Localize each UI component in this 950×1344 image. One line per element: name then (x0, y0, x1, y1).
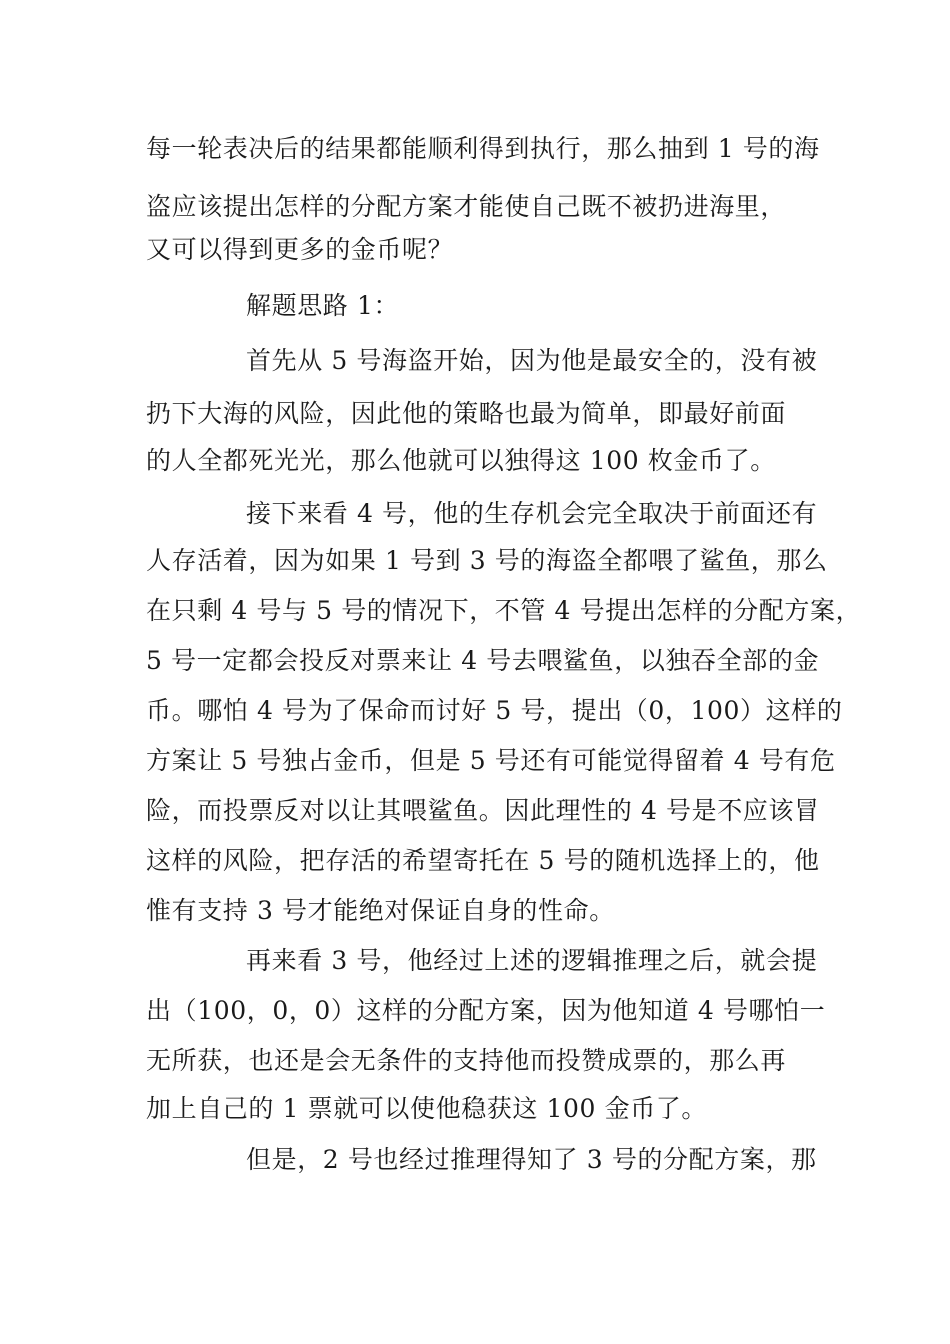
text-line: 首先从 5 号海盗开始，因为他是最安全的，没有被 (246, 346, 818, 375)
text-line: 扔下大海的风险，因此他的策略也最为简单，即最好前面 (146, 399, 787, 428)
text-line: 接下来看 4 号，他的生存机会完全取决于前面还有 (246, 499, 818, 528)
text-line: 盗应该提出怎样的分配方案才能使自己既不被扔进海里， (146, 192, 787, 221)
text-line: 险，而投票反对以让其喂鲨鱼。因此理性的 4 号是不应该冒 (146, 796, 820, 825)
text-line: 的人全都死光光，那么他就可以独得这 100 枚金币了。 (146, 446, 776, 475)
text-line: 惟有支持 3 号才能绝对保证自身的性命。 (146, 896, 615, 925)
text-line: 5 号一定都会投反对票来让 4 号去喂鲨鱼，以独吞全部的金 (146, 646, 820, 675)
text-line: 在只剩 4 号与 5 号的情况下，不管 4 号提出怎样的分配方案， (146, 596, 862, 625)
text-line: 但是，2 号也经过推理得知了 3 号的分配方案，那 (246, 1145, 817, 1174)
text-line: 又可以得到更多的金币呢？ (146, 235, 454, 264)
text-line: 加上自己的 1 票就可以使他稳获这 100 金币了。 (146, 1094, 708, 1123)
text-line: 这样的风险，把存活的希望寄托在 5 号的随机选择上的，他 (146, 846, 820, 875)
text-line: 方案让 5 号独占金币，但是 5 号还有可能觉得留着 4 号有危 (146, 746, 836, 775)
section-heading: 解题思路 1： (246, 291, 400, 320)
text-line: 无所获，也还是会无条件的支持他而投赞成票的，那么再 (146, 1046, 787, 1075)
text-line: 再来看 3 号，他经过上述的逻辑推理之后，就会提 (246, 946, 818, 975)
text-line: 每一轮表决后的结果都能顺利得到执行，那么抽到 1 号的海 (146, 134, 820, 163)
text-line: 币。哪怕 4 号为了保命而讨好 5 号，提出（0，100）这样的 (146, 696, 843, 725)
text-line: 出（100，0，0）这样的分配方案，因为他知道 4 号哪怕一 (146, 996, 826, 1025)
text-line: 人存活着，因为如果 1 号到 3 号的海盗全都喂了鲨鱼，那么 (146, 546, 828, 575)
